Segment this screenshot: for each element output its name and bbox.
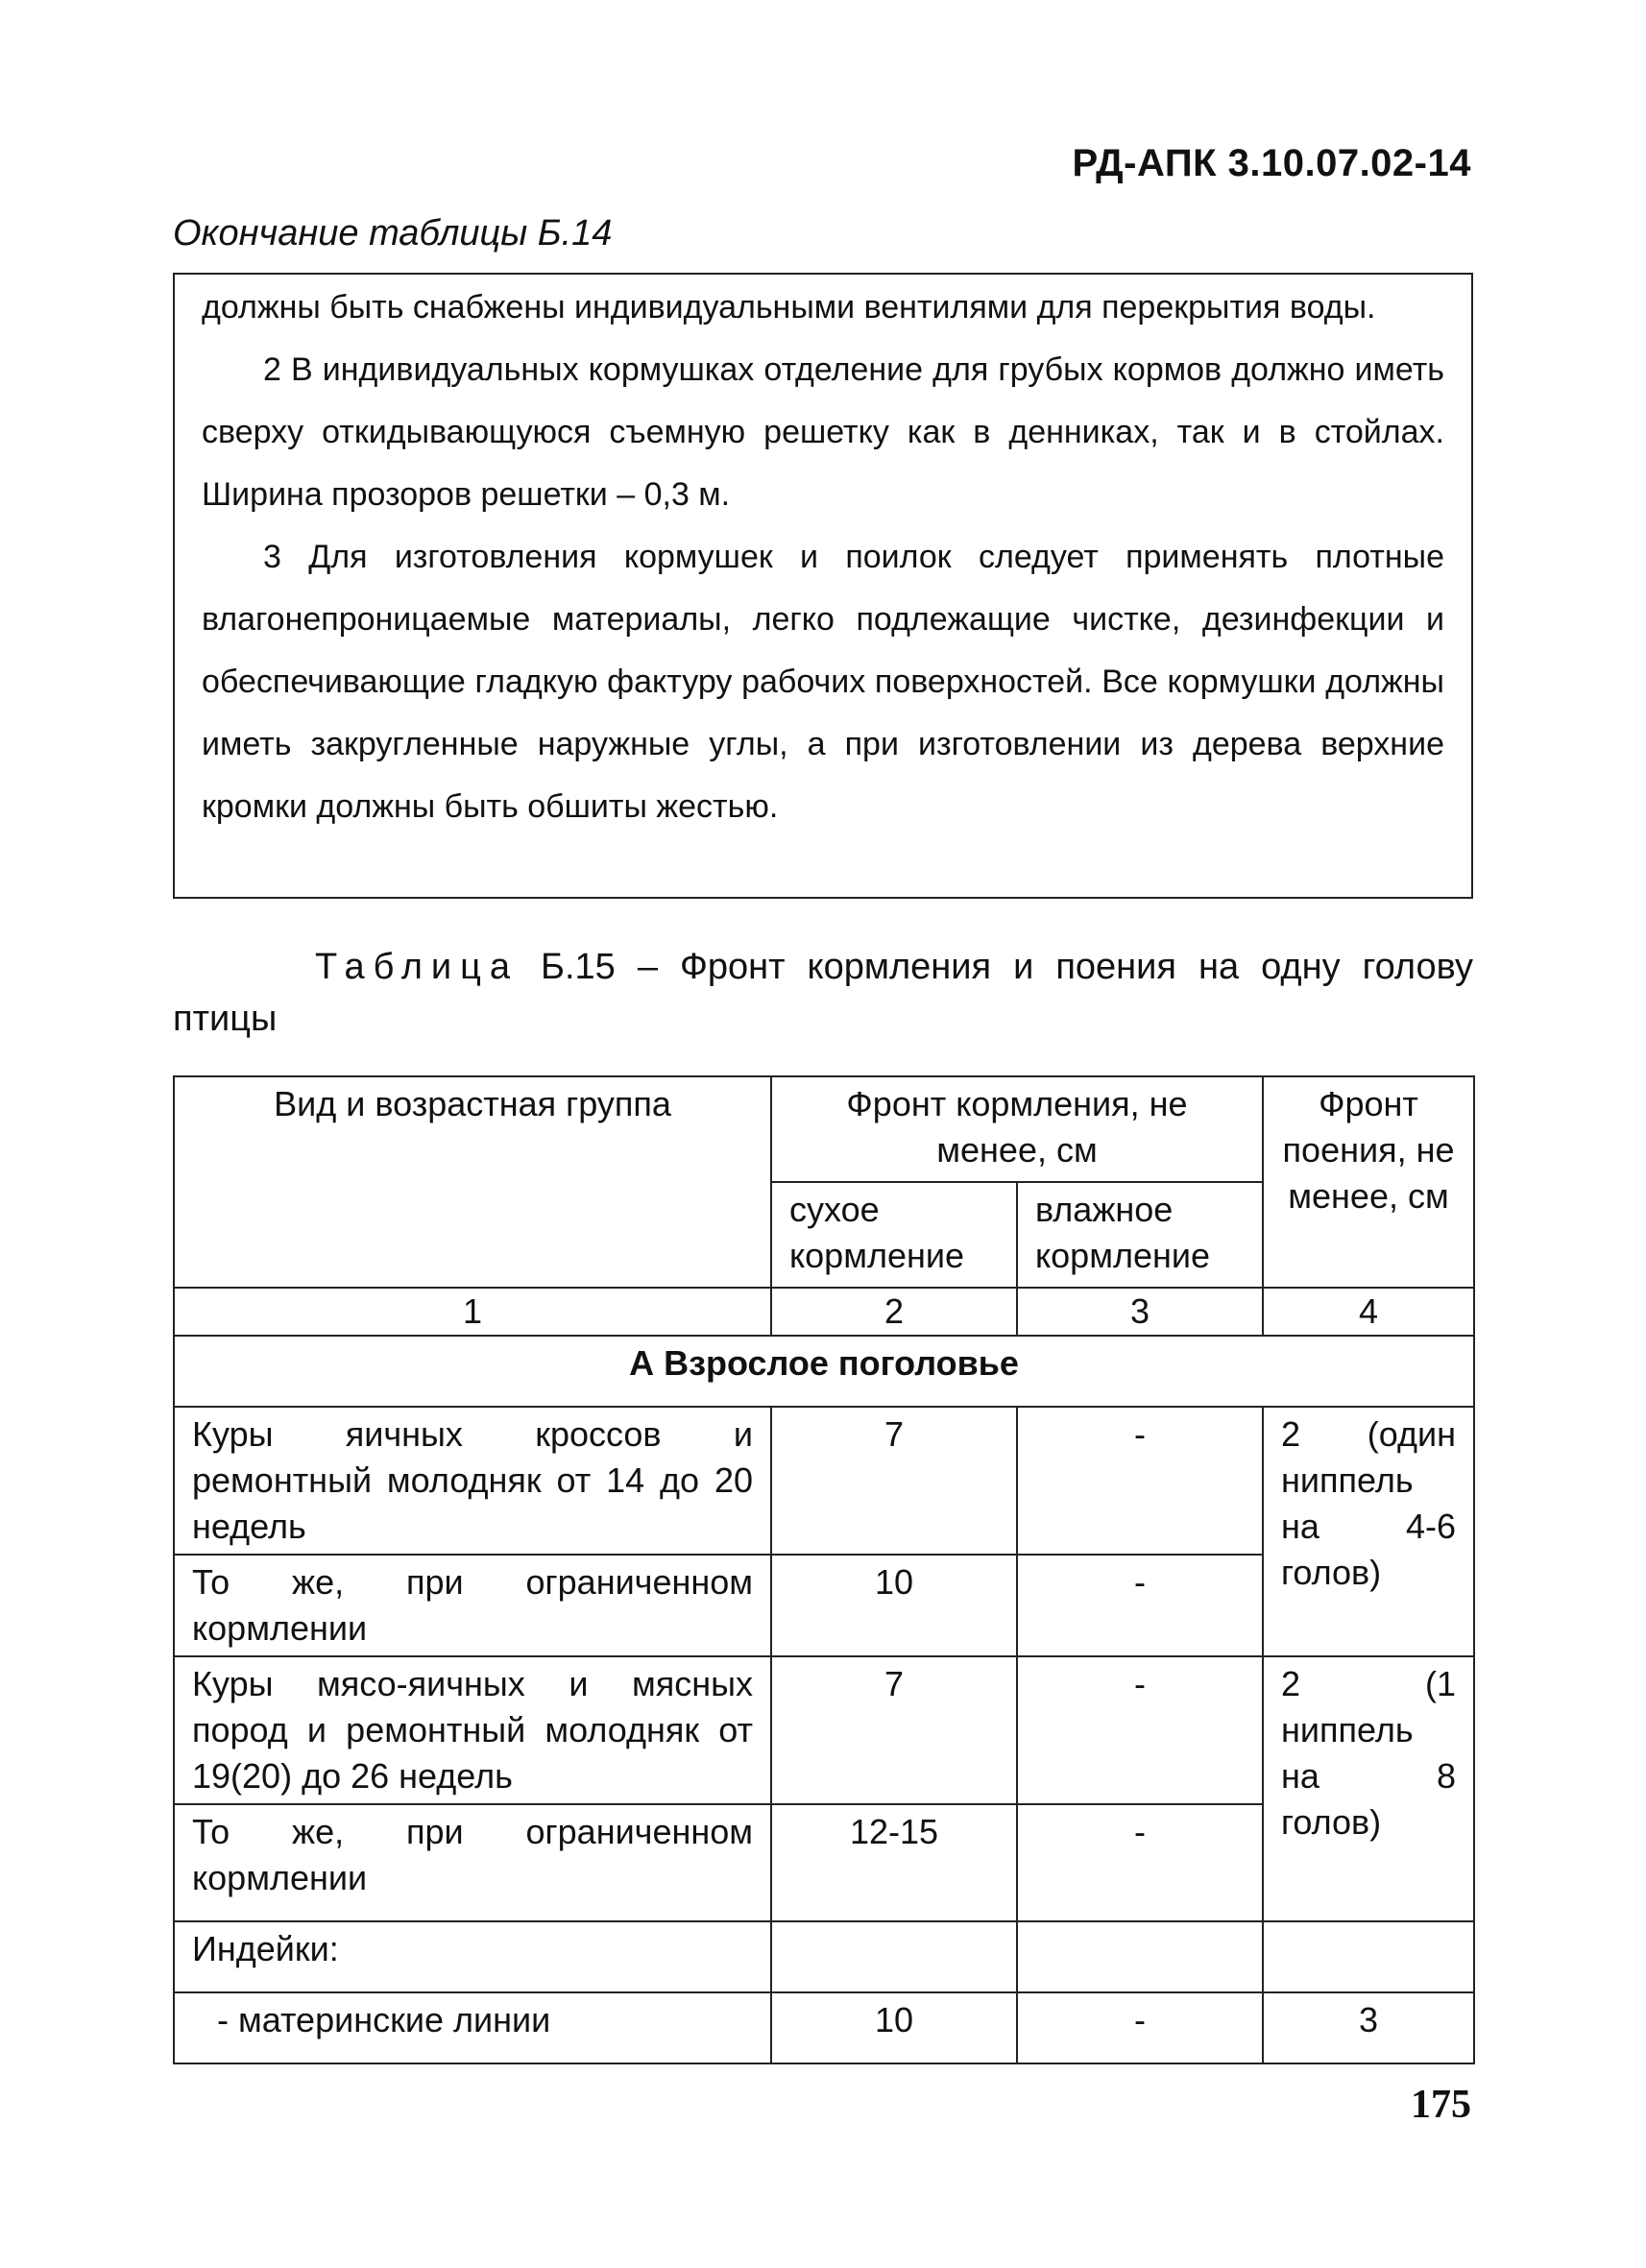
table-cell-dry: 10	[771, 1992, 1017, 2063]
header-group: Вид и возрастная группа	[174, 1076, 771, 1288]
caption-label: Таблица	[315, 947, 519, 987]
table-cell-wet	[1017, 1921, 1263, 1992]
caption-text: – Фронт кормления и поения на одну голову птицы	[173, 947, 1474, 1039]
table-cell-wet: -	[1017, 1992, 1263, 2063]
table-continuation-label: Окончание таблицы Б.14	[173, 213, 613, 253]
header-wet-feeding: влажное кормление	[1017, 1182, 1263, 1288]
table-cell-water: 3	[1263, 1992, 1474, 2063]
table-cell-water	[1263, 1921, 1474, 1992]
table-b14-notes	[173, 273, 1473, 899]
table-cell-wet: -	[1017, 1555, 1263, 1656]
table-cell-dry: 10	[771, 1555, 1017, 1656]
table-cell-group: То же, при ограниченном кормлении	[174, 1804, 771, 1921]
header-watering-front: Фронт поения, не менее, см	[1263, 1076, 1474, 1288]
table-cell-group: Куры яичных кроссов и ремонтный молодняк от 14 до 20 недель	[174, 1407, 771, 1555]
table-cell-wet: -	[1017, 1656, 1263, 1804]
table-cell-dry: 7	[771, 1656, 1017, 1804]
document-code: РД-АПК 3.10.07.02-14	[1072, 142, 1471, 184]
table-cell-group: - материнские линии	[174, 1992, 771, 2063]
table-cell-water: 2 (1 ниппель на 8 голов)	[1263, 1656, 1474, 1921]
note-paragraph: 2 В индивидуальных кормушках отделение для грубых кормов должно иметь сверху откидывающуюся съемную решетку как в денниках, так и в стойлах. Ширина прозоров решетки – 0,3 м.	[202, 351, 1444, 513]
table-cell-dry: 12-15	[771, 1804, 1017, 1921]
column-number: 4	[1263, 1288, 1474, 1336]
note-paragraph: должны быть снабжены индивидуальными вентилями для перекрытия воды.	[202, 289, 1376, 326]
caption-number: Б.15	[541, 947, 616, 987]
table-cell-wet: -	[1017, 1804, 1263, 1921]
table-cell-group: Куры мясо-яичных и мясных пород и ремонтный молодняк от 19(20) до 26 недель	[174, 1656, 771, 1804]
table-cell-water: 2 (один ниппель на 4-6 голов)	[1263, 1407, 1474, 1656]
table-cell-wet: -	[1017, 1407, 1263, 1555]
section-heading: А Взрослое поголовье	[174, 1336, 1474, 1407]
table-b15	[173, 1075, 1475, 2064]
table-cell-dry: 7	[771, 1407, 1017, 1555]
page-number: 175	[1411, 2083, 1471, 2127]
column-number: 1	[174, 1288, 771, 1336]
table-cell-dry	[771, 1921, 1017, 1992]
header-dry-feeding: сухое кормление	[771, 1182, 1017, 1288]
table-caption	[173, 941, 1473, 1045]
column-number: 2	[771, 1288, 1017, 1336]
note-paragraph: 3 Для изготовления кормушек и поилок следует применять плотные влагонепроницаемые материалы, легко подлежащие чистке, дезинфекции и обеспечивающие гладкую фактуру рабочих поверхностей. Все кормушки должны иметь закругленные наружные углы, а при изготовлении из дерева верхние кромки должны быть обшиты жестью.	[202, 539, 1444, 825]
table-cell-group: То же, при ограниченном кормлении	[174, 1555, 771, 1656]
column-number: 3	[1017, 1288, 1263, 1336]
table-cell-group: Индейки:	[174, 1921, 771, 1992]
header-feeding-front: Фронт кормления, не менее, см	[771, 1076, 1263, 1182]
